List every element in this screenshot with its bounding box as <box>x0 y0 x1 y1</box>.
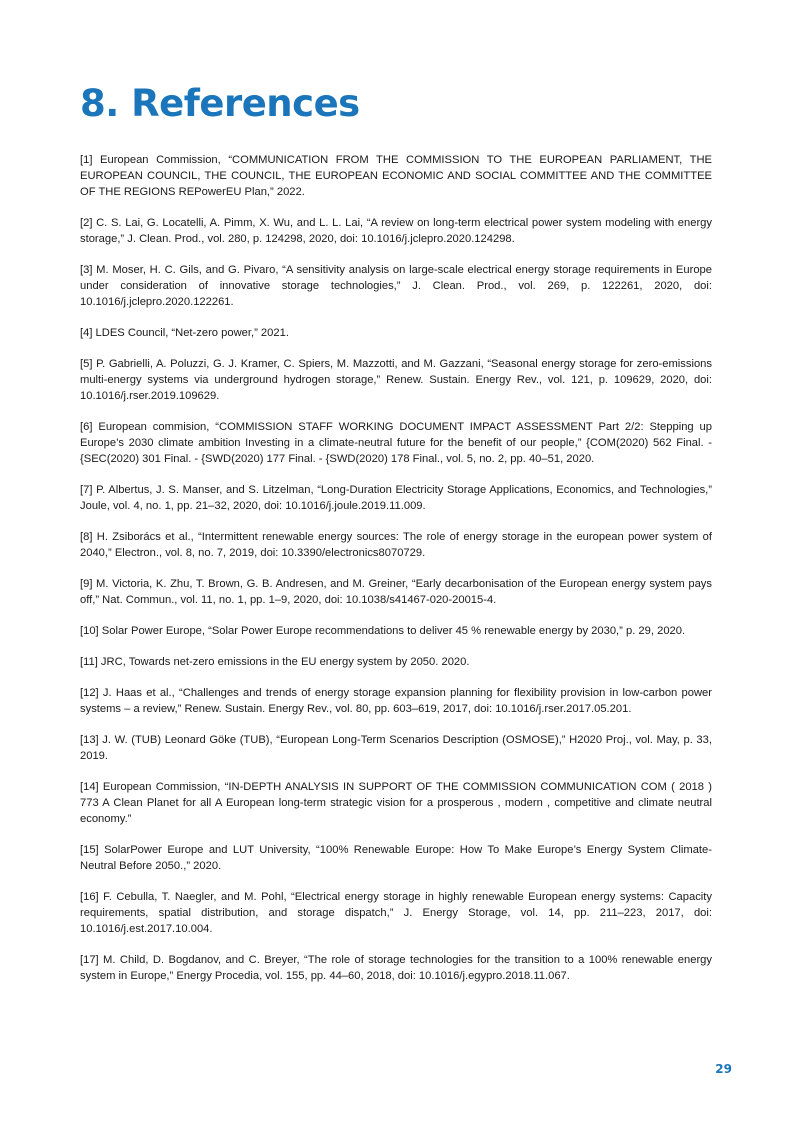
reference-item: [8] H. Zsiborács et al., “Intermittent renewable energy sources: The role of energy storage in the european power system of 2040,” Electron., vol. 8, no. 7, 2019, doi: 10.3390/electronics8070729. <box>80 531 712 559</box>
page-number: 29 <box>715 1062 732 1076</box>
reference-item: [16] F. Cebulla, T. Naegler, and M. Pohl, “Electrical energy storage in highly renewable European energy systems: Capacity requirements, spatial distribution, and storage dispatch,” J. Energy Storage, vol. 14, pp. 211–223, 2017, doi: 10.1016/j.est.2017.10.004. <box>80 891 712 935</box>
page-title: 8. References <box>80 82 360 125</box>
reference-item: [17] M. Child, D. Bogdanov, and C. Breyer, “The role of storage technologies for the transition to a 100% renewable energy system in Europe,” Energy Procedia, vol. 155, pp. 44–60, 2018, doi: 10.1016/j.egypro.2018.11.067. <box>80 954 712 982</box>
reference-item: [12] J. Haas et al., “Challenges and trends of energy storage expansion planning for flexibility provision in low-carbon power systems – a review,” Renew. Sustain. Energy Rev., vol. 80, pp. 603–619, 2017, doi: 10.1016/j.rser.2017.05.201. <box>80 687 712 715</box>
reference-list <box>80 152 712 999</box>
reference-item: [5] P. Gabrielli, A. Poluzzi, G. J. Kramer, C. Spiers, M. Mazzotti, and M. Gazzani, “Seasonal energy storage for zero-emissions multi-energy systems via underground hydrogen storage,” Renew. Sustain. Energy Rev., vol. 121, p. 109629, 2020, doi: 10.1016/j.rser.2019.109629. <box>80 358 712 402</box>
reference-item: [10] Solar Power Europe, “Solar Power Europe recommendations to deliver 45 % renewable energy by 2030,” p. 29, 2020. <box>80 625 686 637</box>
reference-item: [15] SolarPower Europe and LUT University, “100% Renewable Europe: How To Make Europe’s Energy System Climate-Neutral Before 2050.,” 2020. <box>80 844 712 872</box>
reference-item: [3] M. Moser, H. C. Gils, and G. Pivaro, “A sensitivity analysis on large-scale electrical energy storage requirements in Europe under consideration of innovative storage technologies,” J. Clean. Prod., vol. 269, p. 122261, 2020, doi: 10.1016/j.jclepro.2020.122261. <box>80 264 712 308</box>
reference-item: [4] LDES Council, “Net-zero power,” 2021. <box>80 327 289 339</box>
reference-item: [13] J. W. (TUB) Leonard Göke (TUB), “European Long-Term Scenarios Description (OSMOSE),” H2020 Proj., vol. May, p. 33, 2019. <box>80 734 712 762</box>
reference-item: [7] P. Albertus, J. S. Manser, and S. Litzelman, “Long-Duration Electricity Storage Applications, Economics, and Technologies,” Joule, vol. 4, no. 1, pp. 21–32, 2020, doi: 10.1016/j.joule.2019.11.009. <box>80 484 712 512</box>
reference-item: [11] JRC, Towards net-zero emissions in the EU energy system by 2050. 2020. <box>80 656 470 668</box>
reference-item: [9] M. Victoria, K. Zhu, T. Brown, G. B. Andresen, and M. Greiner, “Early decarbonisation of the European energy system pays off,” Nat. Commun., vol. 11, no. 1, pp. 1–9, 2020, doi: 10.1038/s41467-020-20015-4. <box>80 578 712 606</box>
reference-item: [1] European Commission, “COMMUNICATION FROM THE COMMISSION TO THE EUROPEAN PARLIAMENT, THE EUROPEAN COUNCIL, THE COUNCIL, THE EUROPEAN ECONOMIC AND SOCIAL COMMITTEE AND THE COMMITTEE OF THE REGIONS REPowerEU Plan,” 2022. <box>80 154 712 198</box>
reference-item: [6] European commision, “COMMISSION STAFF WORKING DOCUMENT IMPACT ASSESSMENT Part 2/2: Stepping up Europe’s 2030 climate ambition Investing in a climate-neutral future for the benefit of our people,” {COM(2020) 562 Final. - {SEC(2020) 301 Final. - {SWD(2020) 177 Final. - {SWD(2020) 178 Final., vol. 5, no. 2, pp. 40–51, 2020. <box>80 421 712 465</box>
reference-item: [2] C. S. Lai, G. Locatelli, A. Pimm, X. Wu, and L. L. Lai, “A review on long-term electrical power system modeling with energy storage,” J. Clean. Prod., vol. 280, p. 124298, 2020, doi: 10.1016/j.jclepro.2020.124298. <box>80 217 712 245</box>
reference-item: [14] European Commission, “IN-DEPTH ANALYSIS IN SUPPORT OF THE COMMISSION COMMUNICATION COM ( 2018 ) 773 A Clean Planet for all A European long-term strategic vision for a prosperous , modern , competitive and climate neutral economy.” <box>80 781 712 825</box>
